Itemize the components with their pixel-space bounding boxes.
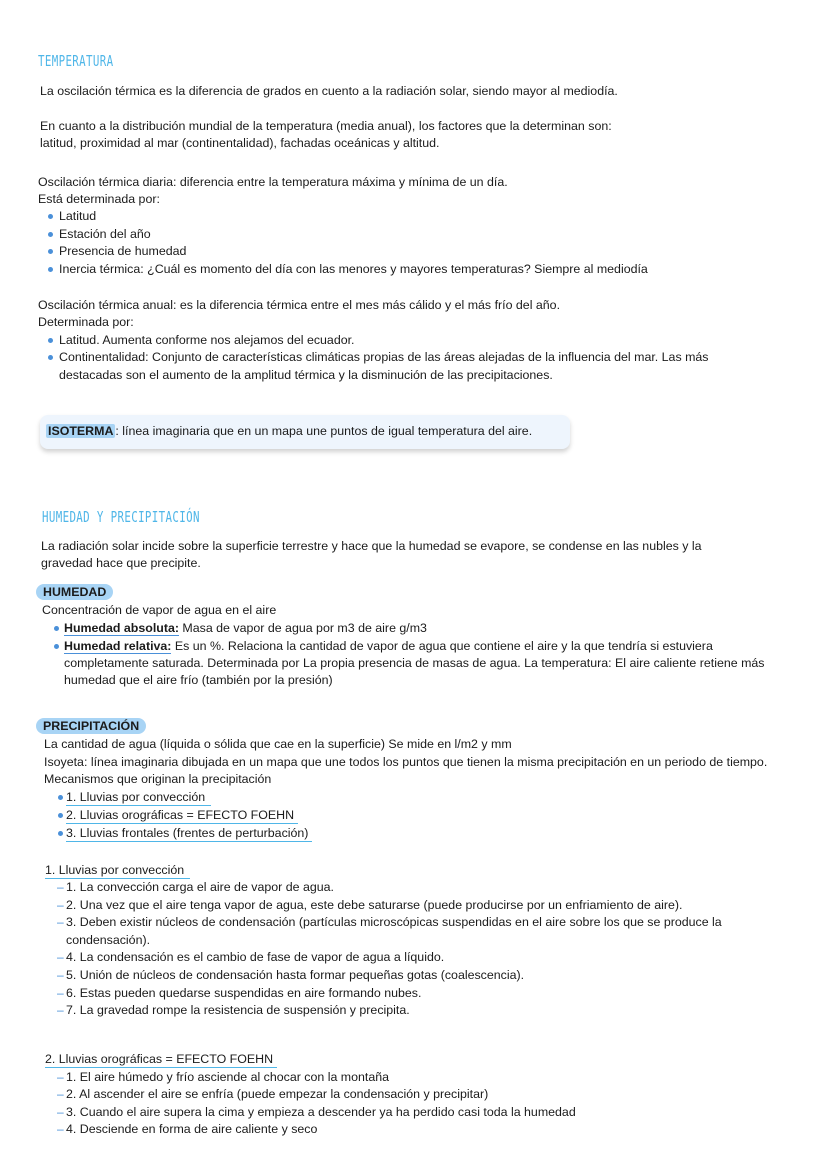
- list-item: 4. La condensación es el cambio de fase de vapor de agua a líquido.: [66, 950, 445, 964]
- list-item: Latitud: [59, 209, 97, 223]
- humedad-absoluta-term: Humedad absoluta:: [64, 621, 179, 635]
- bullet-icon: [58, 795, 63, 800]
- mechanism-link: 2. Lluvias orográficas = EFECTO FOEHN: [66, 808, 298, 824]
- bullet-icon: [58, 831, 63, 836]
- dash-icon: –: [57, 1087, 64, 1101]
- list-item: [66, 789, 211, 806]
- list-item: 1. El aire húmedo y frío asciende al chocar con la montaña: [66, 1070, 390, 1084]
- list-item: [64, 638, 713, 655]
- isoterma-callout: [40, 415, 570, 449]
- paragraph: En cuanto a la distribución mundial de la temperatura (media anual), los factores que la determinan son:: [40, 119, 612, 133]
- dash-icon: –: [57, 898, 64, 912]
- dash-icon: –: [57, 950, 64, 964]
- bullet-icon: [48, 355, 53, 360]
- dash-icon: –: [57, 986, 64, 1000]
- dash-icon: –: [57, 915, 64, 929]
- paragraph: La oscilación térmica es la diferencia de grados en cuento a la radiación solar, siendo mayor al mediodía.: [40, 84, 618, 98]
- isoterma-text: : línea imaginaria que en un mapa une puntos de igual temperatura del aire.: [115, 424, 533, 438]
- humedad-absoluta-def: Masa de vapor de agua por m3 de aire g/m3: [178, 621, 427, 635]
- list-item: Estación del año: [59, 227, 151, 241]
- bullet-icon: [48, 232, 53, 237]
- humedad-relativa-def: Es un %. Relaciona la cantidad de vapor de agua que contiene el aire y la que tendría si estuviera: [171, 639, 713, 653]
- dash-icon: –: [57, 1122, 64, 1136]
- list-item: 3. Cuando el aire supera la cima y empieza a descender ya ha perdido casi toda la humedad: [66, 1105, 576, 1119]
- bullet-icon: [48, 249, 53, 254]
- list-item: 5. Unión de núcleos de condensación hasta formar pequeñas gotas (coalescencia).: [66, 968, 525, 982]
- list-item: 4. Desciende en forma de aire caliente y seco: [66, 1122, 318, 1136]
- bullet-icon: [54, 626, 59, 631]
- section-heading-temperatura: TEMPERATURA: [38, 52, 114, 70]
- paragraph: Determinada por:: [38, 315, 134, 329]
- subsection-title: [45, 1051, 277, 1068]
- list-item: Continentalidad: Conjunto de características climáticas propias de las áreas alejadas de la influencia del mar. Las más: [59, 350, 709, 364]
- paragraph: La cantidad de agua (líquida o sólida que cae en la superficie) Se mide en l/m2 y mm: [44, 737, 512, 751]
- list-item-continuation: condensación).: [66, 933, 151, 947]
- list-item: 3. Deben existir núcleos de condensación (partículas microscópicas suspendidas en el aire sobre los que se produce la: [66, 915, 722, 929]
- list-item: 1. La convección carga el aire de vapor de agua.: [66, 880, 334, 894]
- list-item: Latitud. Aumenta conforme nos alejamos del ecuador.: [59, 333, 355, 347]
- bullet-icon: [54, 644, 59, 649]
- dash-icon: –: [57, 1070, 64, 1084]
- dash-icon: –: [57, 880, 64, 894]
- mechanism-link: 1. Lluvias por convección: [66, 790, 211, 806]
- list-item-continuation: humedad que el aire frío (también por la presión): [64, 673, 333, 687]
- bullet-icon: [48, 214, 53, 219]
- bullet-icon: [48, 338, 53, 343]
- precipitacion-label: PRECIPITACIÓN: [36, 718, 146, 734]
- list-item: 7. La gravedad rompe la resistencia de suspensión y precipita.: [66, 1003, 410, 1017]
- paragraph: Oscilación térmica anual: es la diferencia térmica entre el mes más cálido y el más frío del año.: [38, 298, 561, 312]
- isoterma-definition: [46, 423, 532, 440]
- paragraph: Concentración de vapor de agua en el aire: [42, 603, 277, 617]
- section-heading-humedad-precipitacion: HUMEDAD Y PRECIPITACIÓN: [42, 508, 200, 526]
- dash-icon: –: [57, 968, 64, 982]
- humedad-relativa-term: Humedad relativa:: [64, 639, 172, 653]
- subsection-title: [45, 862, 190, 879]
- dash-icon: –: [57, 1003, 64, 1017]
- list-item-continuation: completamente saturada. Determinada por La propia presencia de masas de agua. La temperatura: El aire caliente retiene más: [64, 656, 765, 670]
- list-item-continuation: destacadas son el aumento de la amplitud térmica y la disminución de las precipitaciones.: [59, 368, 553, 382]
- list-item: 2. Una vez que el aire tenga vapor de agua, este debe saturarse (puede producirse por un enfriamiento de aire).: [66, 898, 683, 912]
- list-item: [66, 807, 298, 824]
- list-item: Inercia térmica: ¿Cuál es momento del día con las menores y mayores temperaturas? Siempre al mediodía: [59, 262, 648, 276]
- humedad-label: HUMEDAD: [36, 584, 113, 600]
- paragraph: Oscilación térmica diaria: diferencia entre la temperatura máxima y mínima de un día.: [38, 175, 508, 189]
- bullet-icon: [58, 813, 63, 818]
- list-item: [66, 825, 312, 842]
- paragraph: Isoyeta: línea imaginaria dibujada en un mapa que une todos los puntos que tienen la misma precipitación en un periodo de tiempo.: [44, 755, 768, 769]
- isoterma-term: ISOTERMA: [48, 424, 114, 438]
- mechanism-link: 3. Lluvias frontales (frentes de perturbación): [66, 826, 312, 842]
- paragraph: La radiación solar incide sobre la superficie terrestre y hace que la humedad se evapore, se condense en las nubles y la: [41, 539, 702, 553]
- list-item: 2. Al ascender el aire se enfría (puede empezar la condensación y precipitar): [66, 1087, 489, 1101]
- orograficas-title: 2. Lluvias orográficas = EFECTO FOEHN: [45, 1052, 277, 1068]
- paragraph: gravedad hace que precipite.: [41, 556, 201, 570]
- paragraph: Mecanismos que originan la precipitación: [44, 772, 272, 786]
- dash-icon: –: [57, 1105, 64, 1119]
- paragraph: latitud, proximidad al mar (continentalidad), fachadas oceánicas y altitud.: [40, 136, 440, 150]
- bullet-icon: [48, 267, 53, 272]
- list-item: [64, 620, 427, 637]
- conveccion-title: 1. Lluvias por convección: [45, 863, 190, 879]
- list-item: 6. Estas pueden quedarse suspendidas en aire formando nubes.: [66, 986, 422, 1000]
- list-item: Presencia de humedad: [59, 244, 187, 258]
- paragraph: Está determinada por:: [38, 192, 160, 206]
